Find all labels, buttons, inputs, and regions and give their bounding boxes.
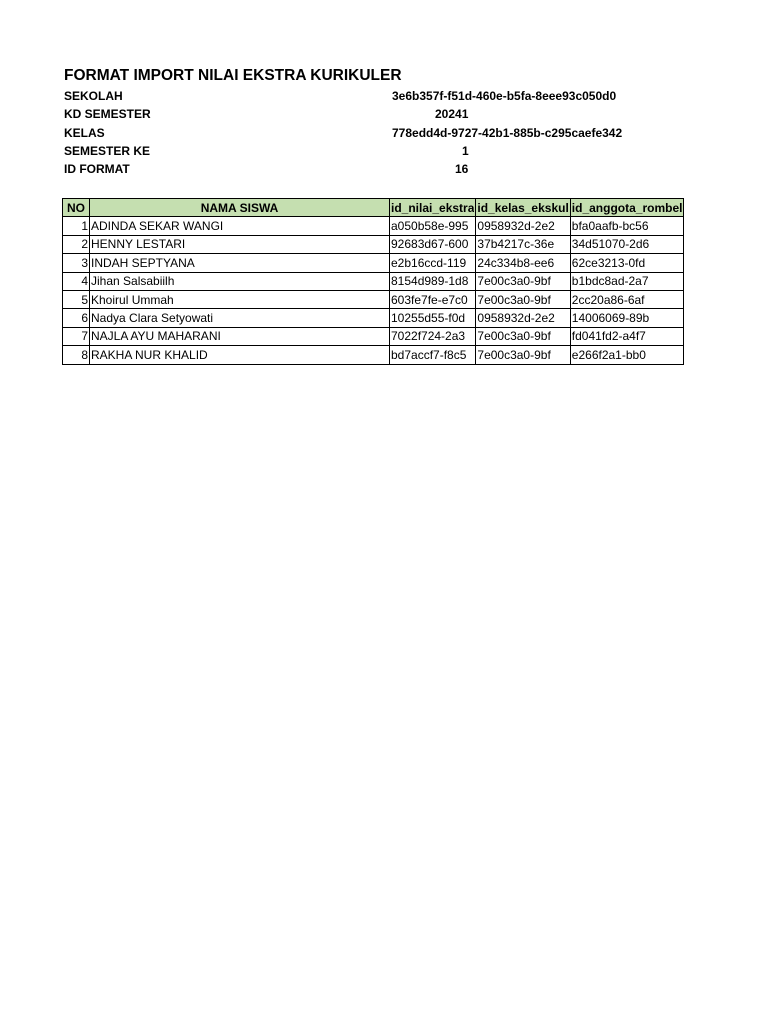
cell-no[interactable]: 5 [63, 290, 90, 308]
sheet-title: FORMAT IMPORT NILAI EKSTRA KURIKULER [64, 67, 402, 84]
column-header-id-kelas-ekskul[interactable]: id_kelas_ekskul [476, 199, 570, 217]
cell-id-anggota-rombel[interactable]: e266f2a1-bb0 [570, 346, 684, 364]
cell-id-kelas-ekskul[interactable]: 7e00c3a0-9bf [476, 346, 570, 364]
cell-id-nilai-ekstra[interactable]: bd7accf7-f8c5 [390, 346, 476, 364]
table-header-row [63, 199, 684, 217]
cell-id-anggota-rombel[interactable]: 14006069-89b [570, 309, 684, 327]
meta-value-semester-ke: 1 [462, 144, 469, 158]
cell-nama[interactable]: HENNY LESTARI [90, 235, 390, 253]
table-row [63, 235, 684, 253]
table-row [63, 309, 684, 327]
cell-id-kelas-ekskul[interactable]: 0958932d-2e2 [476, 217, 570, 235]
cell-id-kelas-ekskul[interactable]: 24c334b8-ee6 [476, 254, 570, 272]
meta-value-kd-semester: 20241 [435, 107, 469, 121]
cell-id-anggota-rombel[interactable]: fd041fd2-a4f7 [570, 327, 684, 345]
cell-id-nilai-ekstra[interactable]: e2b16ccd-119 [390, 254, 476, 272]
cell-id-kelas-ekskul[interactable]: 0958932d-2e2 [476, 309, 570, 327]
cell-id-nilai-ekstra[interactable]: 7022f724-2a3 [390, 327, 476, 345]
cell-id-nilai-ekstra[interactable]: 8154d989-1d8 [390, 272, 476, 290]
table-row [63, 327, 684, 345]
column-header-id-anggota-rombel[interactable]: id_anggota_rombel [570, 199, 684, 217]
table-row [63, 254, 684, 272]
cell-id-kelas-ekskul[interactable]: 37b4217c-36e [476, 235, 570, 253]
cell-nama[interactable]: Nadya Clara Setyowati [90, 309, 390, 327]
cell-no[interactable]: 2 [63, 235, 90, 253]
cell-no[interactable]: 6 [63, 309, 90, 327]
cell-nama[interactable]: NAJLA AYU MAHARANI [90, 327, 390, 345]
cell-no[interactable]: 8 [63, 346, 90, 364]
column-header-no[interactable]: NO [63, 199, 90, 217]
meta-value-id-format: 16 [455, 162, 469, 176]
cell-id-anggota-rombel[interactable]: bfa0aafb-bc56 [570, 217, 684, 235]
nilai-table [62, 198, 684, 365]
cell-id-kelas-ekskul[interactable]: 7e00c3a0-9bf [476, 290, 570, 308]
meta-label-kd-semester: KD SEMESTER [64, 107, 151, 121]
cell-id-anggota-rombel[interactable]: 62ce3213-0fd [570, 254, 684, 272]
cell-no[interactable]: 3 [63, 254, 90, 272]
meta-label-id-format: ID FORMAT [64, 162, 130, 176]
cell-id-nilai-ekstra[interactable]: a050b58e-995 [390, 217, 476, 235]
meta-label-kelas: KELAS [64, 126, 105, 140]
cell-nama[interactable]: ADINDA SEKAR WANGI [90, 217, 390, 235]
table-row [63, 217, 684, 235]
cell-nama[interactable]: INDAH SEPTYANA [90, 254, 390, 272]
column-header-id-nilai-ekstra[interactable]: id_nilai_ekstra [390, 199, 476, 217]
cell-id-nilai-ekstra[interactable]: 603fe7fe-e7c0 [390, 290, 476, 308]
table-row [63, 272, 684, 290]
cell-id-anggota-rombel[interactable]: 34d51070-2d6 [570, 235, 684, 253]
cell-id-kelas-ekskul[interactable]: 7e00c3a0-9bf [476, 327, 570, 345]
meta-label-semester-ke: SEMESTER KE [64, 144, 151, 158]
meta-value-kelas: 778edd4d-9727-42b1-885b-c295caefe342 [392, 126, 623, 140]
cell-nama[interactable]: Jihan Salsabiilh [90, 272, 390, 290]
column-header-nama-siswa[interactable]: NAMA SISWA [90, 199, 390, 217]
cell-no[interactable]: 1 [63, 217, 90, 235]
cell-id-kelas-ekskul[interactable]: 7e00c3a0-9bf [476, 272, 570, 290]
cell-no[interactable]: 4 [63, 272, 90, 290]
cell-id-nilai-ekstra[interactable]: 10255d55-f0d [390, 309, 476, 327]
cell-nama[interactable]: Khoirul Ummah [90, 290, 390, 308]
meta-label-sekolah: SEKOLAH [64, 89, 123, 103]
table-row [63, 290, 684, 308]
cell-no[interactable]: 7 [63, 327, 90, 345]
table-row [63, 346, 684, 364]
cell-nama[interactable]: RAKHA NUR KHALID [90, 346, 390, 364]
cell-id-anggota-rombel[interactable]: 2cc20a86-6af [570, 290, 684, 308]
meta-value-sekolah: 3e6b357f-f51d-460e-b5fa-8eee93c050d0 [392, 89, 617, 103]
cell-id-anggota-rombel[interactable]: b1bdc8ad-2a7 [570, 272, 684, 290]
cell-id-nilai-ekstra[interactable]: 92683d67-600 [390, 235, 476, 253]
